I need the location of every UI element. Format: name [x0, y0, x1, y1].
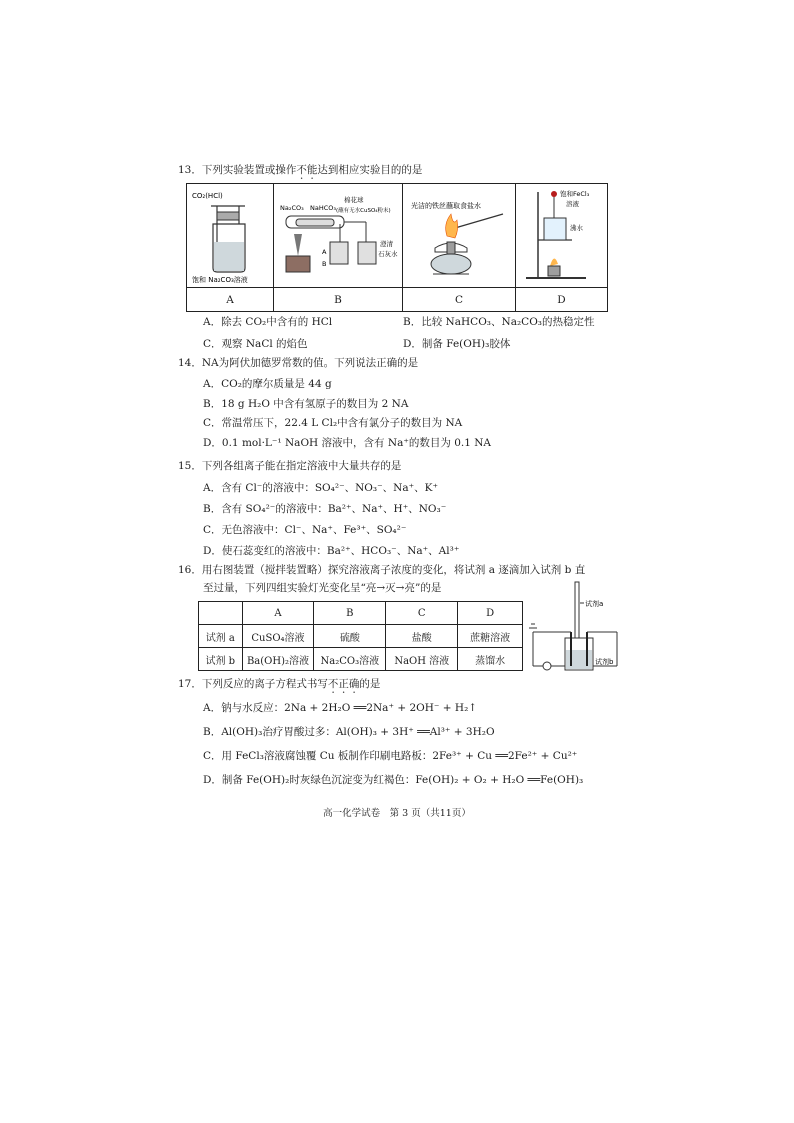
table-cell: Ba(OH)₂溶液: [242, 648, 314, 671]
q13-col-a: A: [187, 288, 274, 312]
svg-text:饱和FeCl₃: 饱和FeCl₃: [560, 190, 590, 198]
table-cell: CuSO₄溶液: [242, 625, 314, 648]
q17-option-b: B．Al(OH)₃治疗胃酸过多：Al(OH)₃ + 3H⁺ ══Al³⁺ + 3H₂O: [203, 726, 495, 738]
fig-reagent-b-label: 试剂b: [595, 658, 614, 666]
figure-a-gas-washing-bottle: [187, 184, 274, 288]
q16-header-a: A: [242, 602, 314, 625]
table-cell: 蒸馏水: [458, 648, 523, 671]
q13-stem-pre: 13．下列实验装置或操作: [178, 164, 297, 176]
q17-option-d: D．制备 Fe(OH)₂时灰绿色沉淀变为红褐色：Fe(OH)₂ + O₂ + H₂O ══Fe(OH)₃: [203, 774, 584, 786]
q17-stem-emphasis: 不正确: [327, 678, 360, 690]
svg-text:溶液: 溶液: [566, 200, 579, 208]
q13-col-d: D: [516, 288, 608, 312]
table-cell: 硫酸: [314, 625, 386, 648]
q13-stem: [178, 163, 422, 182]
figure-d-colloid-preparation: [516, 184, 608, 288]
figure-c-flame-test: [403, 184, 516, 288]
q15-stem: 15．下列各组离子能在指定溶液中大量共存的是: [178, 460, 402, 472]
table-cell: 盐酸: [386, 625, 458, 648]
q16-table: [198, 601, 523, 671]
svg-text:(蘸有无水CuSO₄粉末): (蘸有无水CuSO₄粉末): [336, 208, 391, 214]
q14-option-b: B．18 g H₂O 中含有氢原子的数目为 2 NA: [203, 398, 409, 410]
q15-option-c: C．无色溶液中：Cl⁻、Na⁺、Fe³⁺、SO₄²⁻: [203, 524, 407, 536]
q16-header-d: D: [458, 602, 523, 625]
svg-text:棉花球: 棉花球: [344, 196, 364, 204]
table-cell: 试剂 a: [199, 625, 243, 648]
q17-option-a: A．钠与水反应：2Na + 2H₂O ══2Na⁺ + 2OH⁻ + H₂↑: [203, 702, 478, 714]
q16-stem-line1: 16．用右图装置（搅拌装置略）探究溶液离子浓度的变化，将试剂 a 逐滴加入试剂 b 直: [178, 564, 586, 576]
q16-stem-line2: 至过量，下列四组实验灯光变化呈“亮→灭→亮”的是: [203, 582, 442, 594]
q13-option-d: D．制备 Fe(OH)₃胶体: [403, 338, 511, 350]
svg-text:B: B: [322, 260, 327, 268]
q15-option-d: D．使石蕊变红的溶液中：Ba²⁺、HCO₃⁻、Na⁺、Al³⁺: [203, 545, 460, 557]
q13-option-c: C．观察 NaCl 的焰色: [203, 338, 308, 350]
table-cell: 试剂 b: [199, 648, 243, 671]
svg-text:沸水: 沸水: [570, 224, 583, 232]
fig-reagent-a-label: 试剂a: [585, 600, 604, 608]
q16-header-blank: [199, 602, 243, 625]
table-row: [199, 625, 523, 648]
svg-text:Na₂CO₃: Na₂CO₃: [280, 204, 304, 212]
q17-stem-post: 的是: [359, 678, 381, 690]
q13-stem-post: 达到相应实验目的的是: [317, 164, 423, 176]
q16-header-c: C: [386, 602, 458, 625]
svg-text:石灰水: 石灰水: [378, 250, 398, 258]
q17-option-c: C．用 FeCl₃溶液腐蚀覆 Cu 板制作印刷电路板：2Fe³⁺ + Cu ══2Fe²⁺ + Cu²⁺: [203, 750, 578, 762]
svg-text:澄清: 澄清: [380, 240, 393, 248]
page-footer: 高一化学试卷 第 3 页（共11页）: [323, 808, 471, 819]
q13-option-b: B．比较 NaHCO₃、Na₂CO₃的热稳定性: [403, 316, 595, 328]
svg-text:A: A: [322, 248, 327, 256]
q16-header-b: B: [314, 602, 386, 625]
q14-option-a: A．CO₂的摩尔质量是 44 g: [203, 378, 332, 390]
q15-option-b: B．含有 SO₄²⁻的溶液中：Ba²⁺、Na⁺、H⁺、NO₃⁻: [203, 503, 447, 515]
q13-figure-table: [186, 183, 608, 312]
table-cell: 蔗糖溶液: [458, 625, 523, 648]
table-row: [199, 648, 523, 671]
fig-a-bottom-label: 饱和 Na₂CO₃溶液: [192, 276, 248, 284]
q13-option-a: A．除去 CO₂中含有的 HCl: [203, 316, 333, 328]
table-cell: Na₂CO₃溶液: [314, 648, 386, 671]
svg-text:NaHCO₃: NaHCO₃: [310, 204, 336, 212]
figure-b-heating-tubes: [274, 184, 403, 288]
q17-stem: [178, 677, 380, 696]
q13-col-c: C: [403, 288, 516, 312]
q14-option-c: C．常温常压下，22.4 L Cl₂中含有氯分子的数目为 NA: [203, 417, 463, 429]
table-cell: NaOH 溶液: [386, 648, 458, 671]
q17-stem-pre: 17．下列反应的离子方程式书写: [178, 678, 328, 690]
q15-option-a: A．含有 Cl⁻的溶液中：SO₄²⁻、NO₃⁻、Na⁺、K⁺: [203, 482, 439, 494]
q14-option-d: D．0.1 mol·L⁻¹ NaOH 溶液中，含有 Na⁺的数目为 0.1 NA: [203, 437, 492, 449]
q16-conductivity-apparatus: [527, 580, 627, 678]
fig-a-top-label: CO₂(HCl): [192, 192, 223, 200]
q13-stem-emphasis: 不能: [296, 164, 318, 176]
q14-stem: 14．NA为阿伏加德罗常数的值。下列说法正确的是: [178, 357, 419, 369]
q13-col-b: B: [274, 288, 403, 312]
svg-text:光洁的铁丝蘸取食盐水: 光洁的铁丝蘸取食盐水: [411, 202, 481, 210]
